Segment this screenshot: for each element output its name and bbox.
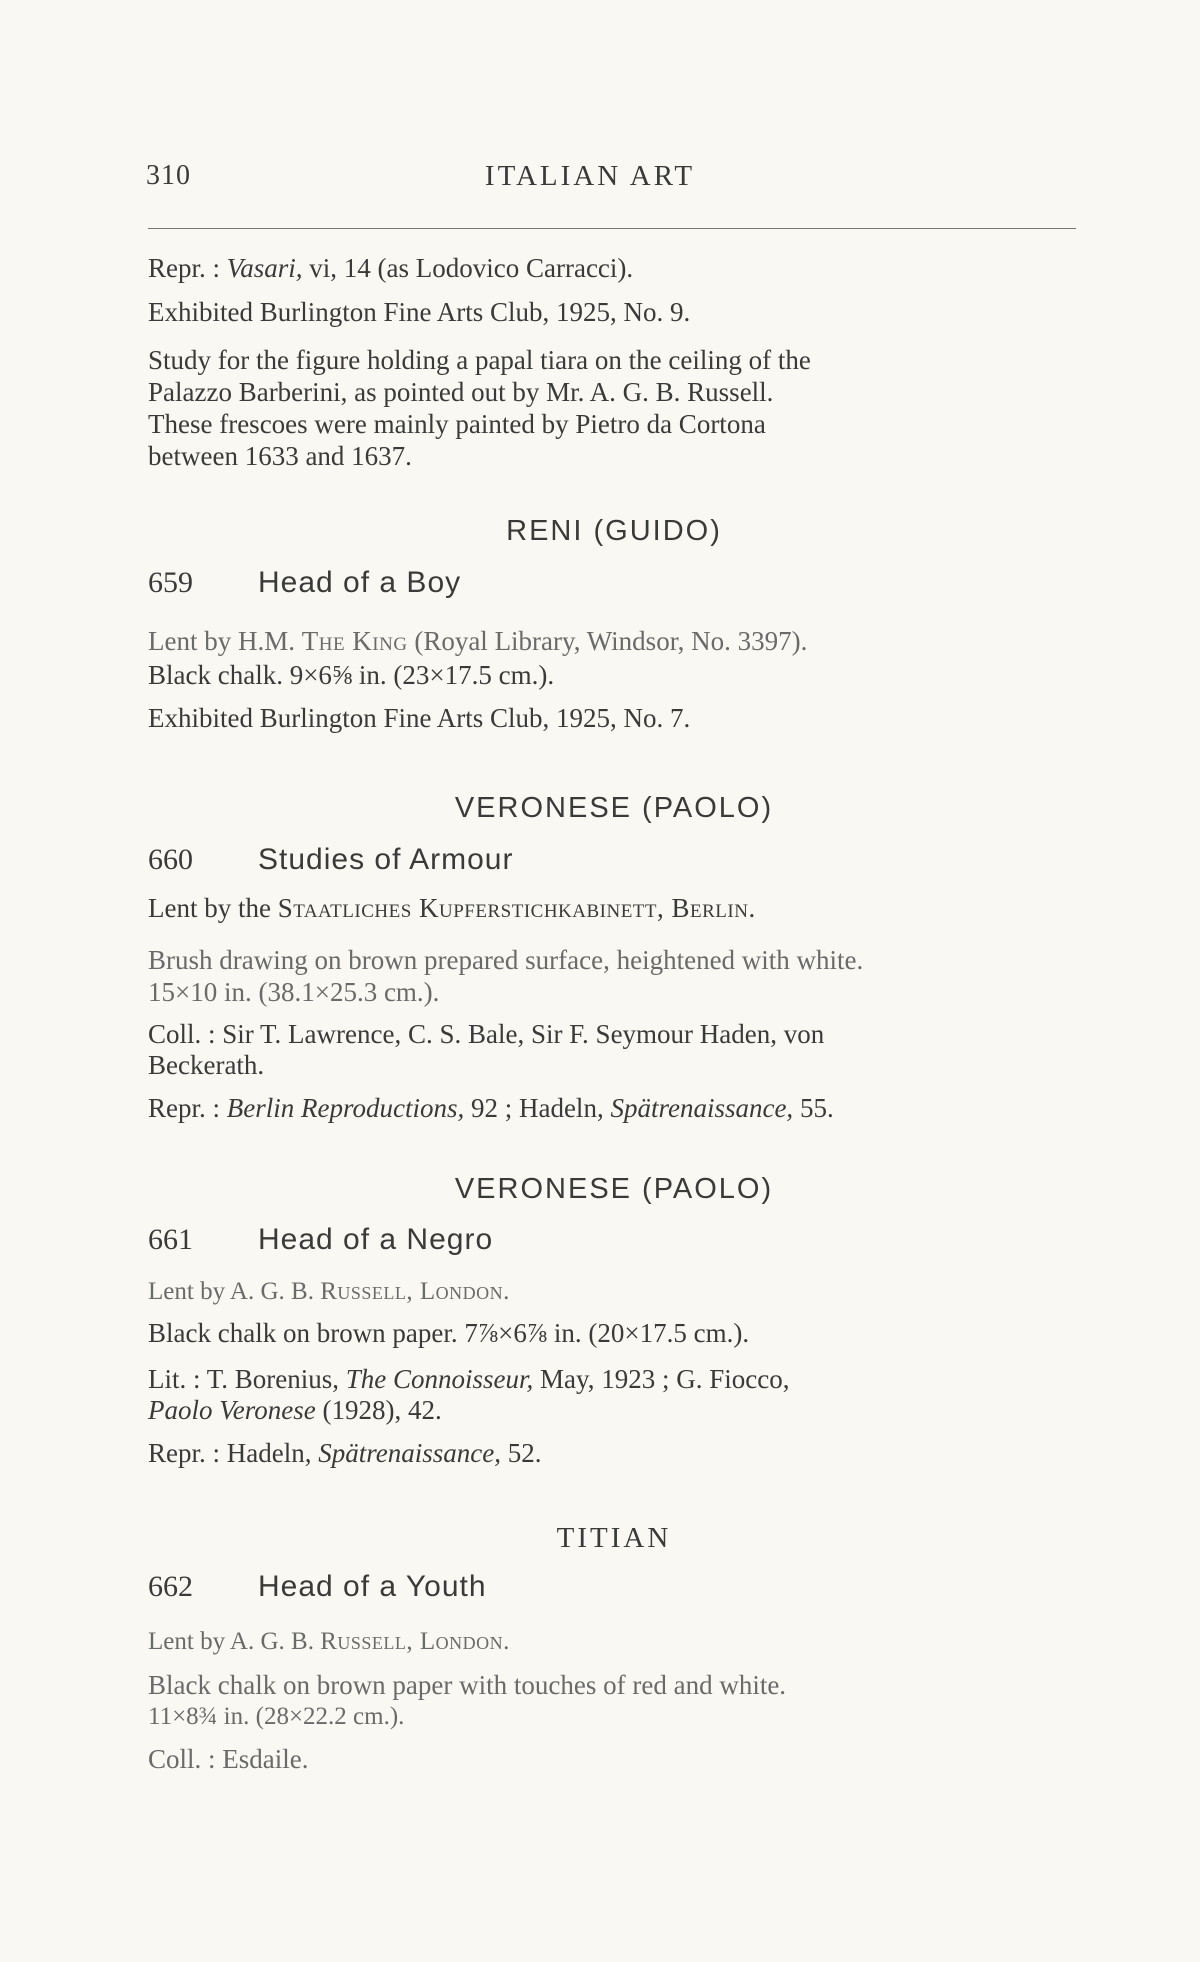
artist-heading: RENI (GUIDO) — [506, 515, 722, 547]
page-number: 310 — [146, 160, 191, 191]
artwork-title: Head of a Boy — [258, 566, 462, 599]
dimensions-line: 11×8¾ in. (28×22.2 cm.). — [148, 1703, 405, 1730]
catalogue-number: 660 — [148, 843, 193, 876]
lent-by-line: Lent by A. G. B. Russell, London. — [148, 1628, 510, 1655]
running-head — [140, 160, 1080, 200]
prev-repr-line: Repr. : Vasari, vi, 14 (as Lodovico Carracci). — [148, 253, 634, 283]
literature-line: Paolo Veronese (1928), 42. — [148, 1395, 442, 1425]
artist-heading: VERONESE (PAOLO) — [454, 792, 774, 824]
catalogue-number: 662 — [148, 1570, 193, 1603]
artist-heading: TITIAN — [556, 1522, 672, 1554]
lent-by-line: Lent by H.M. The King (Royal Library, Windsor, No. 3397). — [148, 626, 808, 656]
lent-by-line: Lent by A. G. B. Russell, London. — [148, 1278, 510, 1305]
medium-line: Black chalk. 9×6⅝ in. (23×17.5 cm.). — [148, 660, 555, 690]
exhibited-line: Exhibited Burlington Fine Arts Club, 1925, No. 7. — [148, 703, 691, 733]
lent-by-line: Lent by the Staatliches Kupferstichkabinett, Berlin. — [148, 893, 756, 923]
artwork-title: Head of a Youth — [258, 1570, 487, 1603]
entry-heading — [148, 1223, 493, 1257]
entry-heading — [148, 1570, 487, 1604]
header-rule — [148, 228, 1076, 229]
collection-line: Coll. : Sir T. Lawrence, C. S. Bale, Sir F. Seymour Haden, von — [148, 1019, 825, 1049]
collection-line: Beckerath. — [148, 1050, 265, 1080]
prev-note-line: between 1633 and 1637. — [148, 441, 412, 471]
medium-line: Black chalk on brown paper. 7⅞×6⅞ in. (20×17.5 cm.). — [148, 1318, 750, 1348]
prev-note-line: Palazzo Barberini, as pointed out by Mr. A. G. B. Russell. — [148, 377, 774, 407]
prev-note-line: Study for the figure holding a papal tiara on the ceiling of the — [148, 345, 811, 375]
repr-line: Repr. : Hadeln, Spätrenaissance, 52. — [148, 1438, 542, 1468]
artwork-title: Head of a Negro — [258, 1223, 494, 1256]
prev-note-line: These frescoes were mainly painted by Pietro da Cortona — [148, 409, 766, 439]
entry-heading — [148, 566, 461, 600]
catalogue-number: 661 — [148, 1223, 193, 1256]
collection-line: Coll. : Esdaile. — [148, 1744, 309, 1774]
literature-line: Lit. : T. Borenius, The Connoisseur, May, 1923 ; G. Fiocco, — [148, 1364, 790, 1394]
medium-line: Brush drawing on brown prepared surface, heightened with white. — [148, 945, 864, 975]
running-title: ITALIAN ART — [484, 160, 696, 192]
dimensions-line: 15×10 in. (38.1×25.3 cm.). — [148, 977, 440, 1007]
artwork-title: Studies of Armour — [258, 843, 514, 876]
artist-heading: VERONESE (PAOLO) — [454, 1173, 774, 1205]
medium-line: Black chalk on brown paper with touches of red and white. — [148, 1670, 787, 1700]
entry-heading — [148, 843, 513, 877]
prev-exhibited-line: Exhibited Burlington Fine Arts Club, 1925, No. 9. — [148, 297, 691, 327]
repr-line: Repr. : Berlin Reproductions, 92 ; Hadeln, Spätrenaissance, 55. — [148, 1093, 834, 1123]
catalogue-number: 659 — [148, 566, 193, 599]
